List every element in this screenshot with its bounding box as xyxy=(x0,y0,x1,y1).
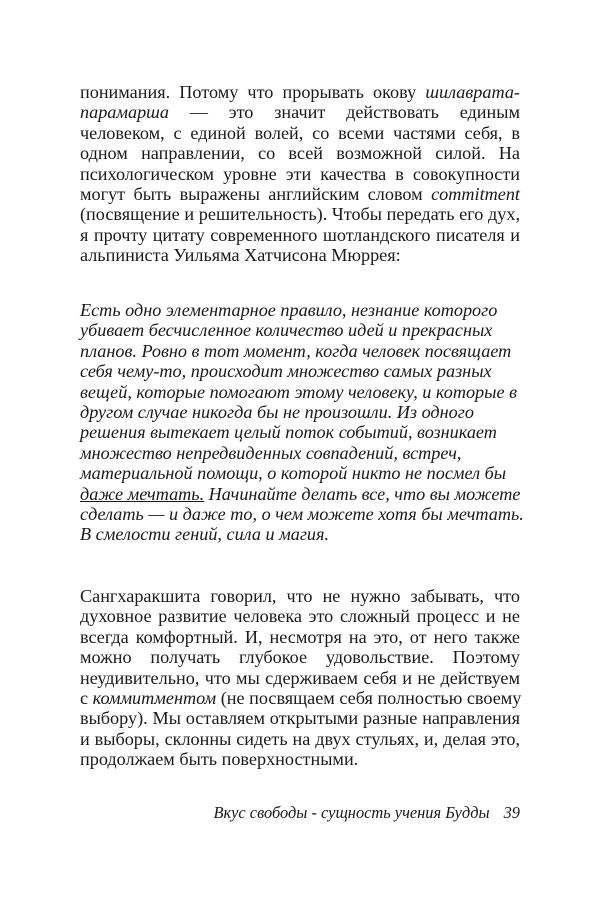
quote-line: множество непредвиденных совпадений, встреч, xyxy=(80,442,462,463)
text-run: (не посвящаем себя полностью своему xyxy=(216,687,522,708)
quote-line: планов. Ровно в тот момент, когда человек посвящает xyxy=(80,340,512,361)
quote-line: решения вытекает целый поток событий, возникает xyxy=(80,422,497,443)
italic-term: парамарша xyxy=(80,102,169,123)
text-line: Сангхаракшита говорил, что не нужно забывать, что xyxy=(80,586,520,606)
text-line xyxy=(80,184,520,204)
quotation xyxy=(80,300,524,545)
page-footer xyxy=(80,803,520,823)
paragraph-2 xyxy=(80,586,520,770)
text-run: могут быть выражены английским словом xyxy=(80,183,432,204)
text-line: выбору). Мы оставляем открытыми разные направления xyxy=(80,708,520,729)
page-number: 39 xyxy=(503,803,520,822)
running-title: Вкус свободы - сущность учения Будды xyxy=(213,803,490,822)
italic-term: commitment xyxy=(431,183,520,204)
quote-line: материальной помощи, о которой никто не посмел бы xyxy=(80,463,507,484)
quote-line: убивает бесчисленное количество идей и прекрасных xyxy=(80,320,493,341)
text-line xyxy=(80,102,520,122)
text-run: Начинайте делать все, что вы можете xyxy=(204,483,521,504)
quote-line: другом случае никогда бы не произошли. Из одного xyxy=(80,401,474,422)
text-line: я прочту цитату современного шотландского писателя и xyxy=(80,224,520,245)
text-line: одном направлении, со всей возможной силой. На xyxy=(80,143,520,164)
text-line: можно получать глубокое удовольствие. Поэтому xyxy=(80,647,520,668)
paragraph-1 xyxy=(80,82,520,266)
text-line: (посвящение и решительность). Чтобы передать его дух, xyxy=(80,204,520,225)
text-run: — это значит действовать единым xyxy=(169,102,520,123)
text-line: всегда комфортный. И, несмотря на это, от него также xyxy=(80,626,520,647)
text-line: продолжаем быть поверхностными. xyxy=(80,749,359,770)
text-line: неудивительно, что мы сдерживаем себя и не действуем xyxy=(80,667,520,688)
italic-term: шилаврата- xyxy=(425,82,520,102)
italic-term: коммитментом xyxy=(92,687,217,708)
text-run: с xyxy=(80,687,93,708)
text-line: альпиниста Уильяма Хатчисона Мюррея: xyxy=(80,245,401,266)
text-run: понимания. Потому что прорывать окову xyxy=(80,82,426,102)
text-line: духовное развитие человека это сложный процесс и не xyxy=(80,606,520,627)
text-line xyxy=(80,82,520,102)
text-line: человеком, с единой волей, со всеми частями себя, в xyxy=(80,122,520,143)
text-line xyxy=(80,688,520,708)
quote-line xyxy=(80,483,521,504)
quote-line: вещей, которые помогают этому человеку, и которые в xyxy=(80,381,517,402)
underlined-run: даже мечтать. xyxy=(80,483,205,504)
quote-line: В смелости гений, сила и магия. xyxy=(80,524,330,545)
quote-line: себя чему-то, происходит множество самых разных xyxy=(80,361,492,382)
quote-line: Есть одно элементарное правило, незнание которого xyxy=(80,300,498,320)
text-line: и выборы, склонны сидеть на двух стульях, и, делая это, xyxy=(80,728,520,749)
text-line: психологическом уровне эти качества в совокупности xyxy=(80,163,520,184)
quote-line: сделать — и даже то, о чем можете хотя бы мечтать. xyxy=(80,503,524,524)
